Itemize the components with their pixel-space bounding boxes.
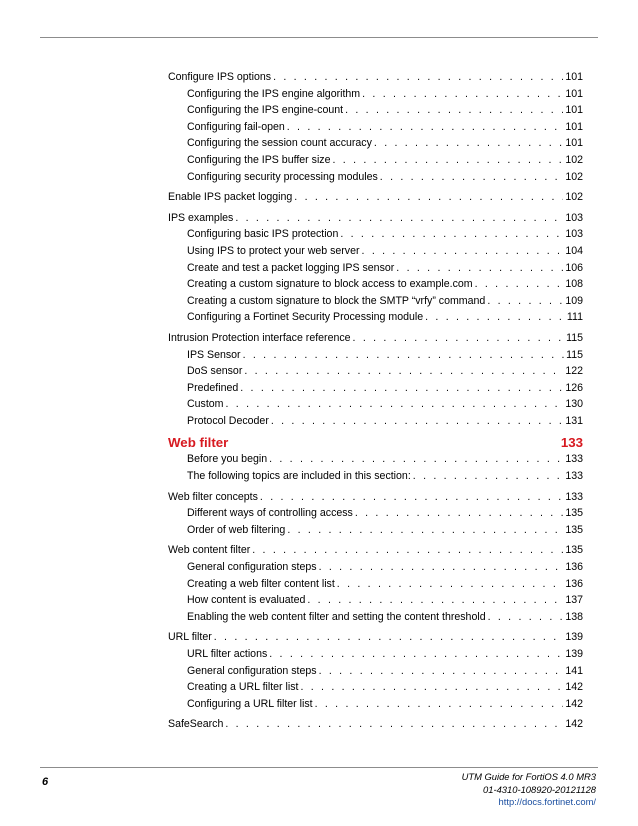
dot-leader: [315, 696, 564, 713]
document-title: UTM Guide for FortiOS 4.0 MR3: [461, 771, 596, 782]
dot-leader: [337, 576, 564, 593]
toc-entry-title: Configuring a Fortinet Security Processing module: [187, 311, 424, 324]
toc-subsection-entry[interactable]: [168, 451, 583, 468]
toc-entry-title: Custom: [187, 398, 224, 411]
dot-leader: [374, 135, 563, 152]
toc-subsection-entry[interactable]: [168, 592, 583, 609]
toc-entry-page: 126: [565, 381, 583, 394]
toc-subsection-entry[interactable]: [168, 152, 583, 169]
toc-entry-page: 133: [565, 453, 583, 466]
toc-subsection-entry[interactable]: [168, 696, 583, 713]
toc-entry-page: 122: [565, 365, 583, 378]
toc-entry-page: 139: [565, 648, 583, 660]
dot-leader: [487, 293, 563, 310]
toc-entry-page: 130: [565, 398, 583, 411]
toc-section-entry[interactable]: [168, 542, 583, 559]
toc-entry-page: 103: [565, 211, 583, 224]
toc-subsection-entry[interactable]: [168, 119, 583, 136]
toc-entry-title: Configuring the IPS engine-count: [187, 104, 344, 117]
dot-leader: [240, 380, 563, 397]
toc-entry-page: 139: [565, 631, 583, 644]
toc-entry-title: Web filter concepts: [168, 490, 258, 503]
dot-leader: [269, 451, 563, 468]
toc-entry-page: 115: [566, 331, 583, 344]
toc-entry-page: 101: [565, 104, 583, 117]
dot-leader: [362, 86, 563, 103]
toc-entry-title: Configuring basic IPS protection: [187, 228, 339, 241]
toc-subsection-entry[interactable]: [168, 413, 583, 430]
toc-entry-title: IPS examples: [168, 211, 234, 224]
dot-leader: [353, 330, 565, 347]
toc-entry-title: Predefined: [187, 381, 239, 394]
toc-entry-page: 135: [565, 507, 583, 520]
toc-entry-page: 102: [565, 191, 583, 204]
toc-entry-title: Configuring the session count accuracy: [187, 137, 372, 150]
toc-entry-page: 108: [565, 278, 583, 291]
toc-subsection-entry[interactable]: [168, 663, 583, 680]
toc-subsection-entry[interactable]: [168, 260, 583, 277]
toc-entry-page: 142: [565, 697, 583, 710]
dot-leader: [425, 309, 565, 326]
dot-leader: [243, 347, 565, 364]
toc-entry-page: 135: [565, 523, 583, 536]
toc-entry-title: Intrusion Protection interface reference: [168, 331, 351, 344]
toc-subsection-entry[interactable]: [168, 522, 583, 539]
toc-section-entry[interactable]: [168, 629, 583, 646]
toc-entry-page: 115: [566, 348, 583, 361]
dot-leader: [488, 609, 564, 626]
toc-subsection-entry[interactable]: [168, 243, 583, 260]
toc-entry-title: How content is evaluated: [187, 594, 306, 607]
dot-leader: [355, 505, 563, 522]
toc-entry-page: 101: [565, 87, 583, 100]
footer-rule: [40, 767, 598, 768]
toc-entry-title: General configuration steps: [187, 561, 317, 574]
toc-entry-page: 106: [565, 261, 583, 274]
toc-entry-title: General configuration steps: [187, 664, 317, 677]
dot-leader: [225, 716, 563, 733]
toc-subsection-entry[interactable]: [168, 293, 583, 310]
toc-entry-page: 138: [565, 610, 583, 623]
toc-chapter-page: 133: [560, 435, 583, 451]
dot-leader: [252, 542, 563, 559]
toc-entry-page: 136: [565, 577, 583, 590]
toc-entry-title: Configure IPS options: [168, 71, 272, 83]
toc-subsection-entry[interactable]: [168, 135, 583, 152]
toc-subsection-entry[interactable]: [168, 646, 583, 663]
dot-leader: [380, 169, 564, 186]
toc-subsection-entry[interactable]: [168, 86, 583, 103]
toc-entry-title: Configuring security processing modules: [187, 170, 378, 183]
toc-entry-title: Configuring the IPS engine algorithm: [187, 87, 361, 100]
table-of-contents: [168, 69, 583, 733]
toc-subsection-entry[interactable]: [168, 559, 583, 576]
toc-entry-title: Create and test a packet logging IPS sensor: [187, 261, 395, 274]
dot-leader: [362, 243, 564, 260]
toc-entry-title: Enabling the web content filter and setting the content threshold: [187, 610, 486, 623]
toc-subsection-entry[interactable]: [168, 505, 583, 522]
toc-subsection-entry[interactable]: [168, 347, 583, 364]
toc-subsection-entry[interactable]: [168, 576, 583, 593]
toc-entry-title: Different ways of controlling access: [187, 507, 353, 520]
dot-leader: [269, 646, 563, 663]
toc-entry-title: Creating a URL filter list: [187, 681, 299, 694]
dot-leader: [307, 592, 563, 609]
toc-entry-title: URL filter actions: [187, 648, 268, 660]
toc-entry-title: SafeSearch: [168, 718, 224, 731]
toc-entry-title: Web content filter: [168, 544, 251, 557]
dot-leader: [244, 363, 563, 380]
dot-leader: [287, 522, 563, 539]
dot-leader: [287, 119, 564, 136]
toc-entry-page: 104: [565, 244, 583, 257]
footer-info: [462, 771, 596, 809]
toc-entry-page: 142: [565, 681, 583, 694]
toc-entry-page: 142: [565, 718, 583, 731]
toc-entry-page: 135: [565, 544, 583, 557]
dot-leader: [333, 152, 564, 169]
docs-link[interactable]: http://docs.fortinet.com/: [498, 796, 596, 808]
toc-entry-title: Creating a web filter content list: [187, 577, 335, 590]
toc-section-entry[interactable]: [168, 210, 583, 227]
toc-entry-page: 109: [565, 294, 583, 307]
toc-subsection-entry[interactable]: [168, 276, 583, 293]
dot-leader: [235, 210, 563, 227]
page-number: 6: [42, 776, 49, 788]
toc-section-entry[interactable]: [168, 330, 583, 347]
toc-subsection-entry[interactable]: [168, 679, 583, 696]
header-rule: [40, 37, 598, 38]
toc-entry-title: URL filter: [168, 631, 212, 644]
toc-entry-title: Creating a custom signature to block access to example.com: [187, 278, 473, 291]
toc-subsection-entry[interactable]: [168, 380, 583, 397]
toc-chapter-title: Web filter: [168, 435, 229, 451]
dot-leader: [226, 396, 564, 413]
toc-entry-title: DoS sensor: [187, 365, 243, 378]
toc-subsection-entry[interactable]: [168, 226, 583, 243]
toc-entry-page: 102: [565, 153, 583, 166]
document-id: 01-4310-108920-20121128: [483, 783, 596, 795]
dot-leader: [475, 276, 564, 293]
dot-leader: [340, 226, 563, 243]
toc-entry-title: Configuring the IPS buffer size: [187, 153, 331, 166]
toc-entry-page: 137: [565, 594, 583, 607]
dot-leader: [271, 413, 563, 430]
toc-subsection-entry[interactable]: [168, 396, 583, 413]
toc-entry-page: 101: [565, 71, 583, 83]
dot-leader: [260, 489, 563, 506]
toc-entry-page: 133: [565, 470, 583, 483]
toc-subsection-entry[interactable]: [168, 102, 583, 119]
toc-entry-page: 102: [565, 170, 583, 183]
toc-subsection-entry[interactable]: [168, 309, 583, 326]
toc-chapter-heading[interactable]: [168, 434, 583, 451]
dot-leader: [294, 189, 563, 206]
toc-entry-title: The following topics are included in this section:: [187, 470, 411, 483]
toc-entry-title: Configuring fail-open: [187, 120, 285, 133]
toc-subsection-entry[interactable]: [168, 169, 583, 186]
toc-entry-page: 111: [566, 311, 583, 324]
dot-leader: [300, 679, 563, 696]
toc-subsection-entry[interactable]: [168, 363, 583, 380]
toc-section-entry[interactable]: [168, 489, 583, 506]
dot-leader: [214, 629, 564, 646]
toc-entry-page: 133: [565, 490, 583, 503]
toc-entry-title: Protocol Decoder: [187, 414, 269, 427]
toc-entry-title: IPS Sensor: [187, 348, 241, 361]
toc-entry-title: Configuring a URL filter list: [187, 697, 313, 710]
toc-entry-title: Before you begin: [187, 453, 268, 466]
toc-section-entry[interactable]: [168, 189, 583, 206]
dot-leader: [413, 468, 564, 485]
toc-subsection-entry[interactable]: [168, 468, 583, 485]
toc-entry-page: 131: [565, 414, 583, 427]
toc-entry-title: Using IPS to protect your web server: [187, 244, 360, 257]
toc-entry-page: 101: [565, 137, 583, 150]
toc-section-entry[interactable]: [168, 69, 583, 86]
toc-subsection-entry[interactable]: [168, 609, 583, 626]
toc-section-entry[interactable]: [168, 716, 583, 733]
toc-entry-title: Order of web filtering: [187, 523, 286, 536]
toc-entry-page: 101: [565, 120, 583, 133]
dot-leader: [319, 663, 564, 680]
toc-entry-title: Enable IPS packet logging: [168, 191, 293, 204]
dot-leader: [345, 102, 563, 119]
dot-leader: [396, 260, 563, 277]
dot-leader: [273, 69, 563, 86]
toc-entry-page: 136: [565, 561, 583, 574]
toc-entry-title: Creating a custom signature to block the SMTP “vrfy” command: [187, 294, 486, 307]
toc-entry-page: 141: [565, 664, 583, 677]
dot-leader: [319, 559, 564, 576]
toc-entry-page: 103: [565, 228, 583, 241]
